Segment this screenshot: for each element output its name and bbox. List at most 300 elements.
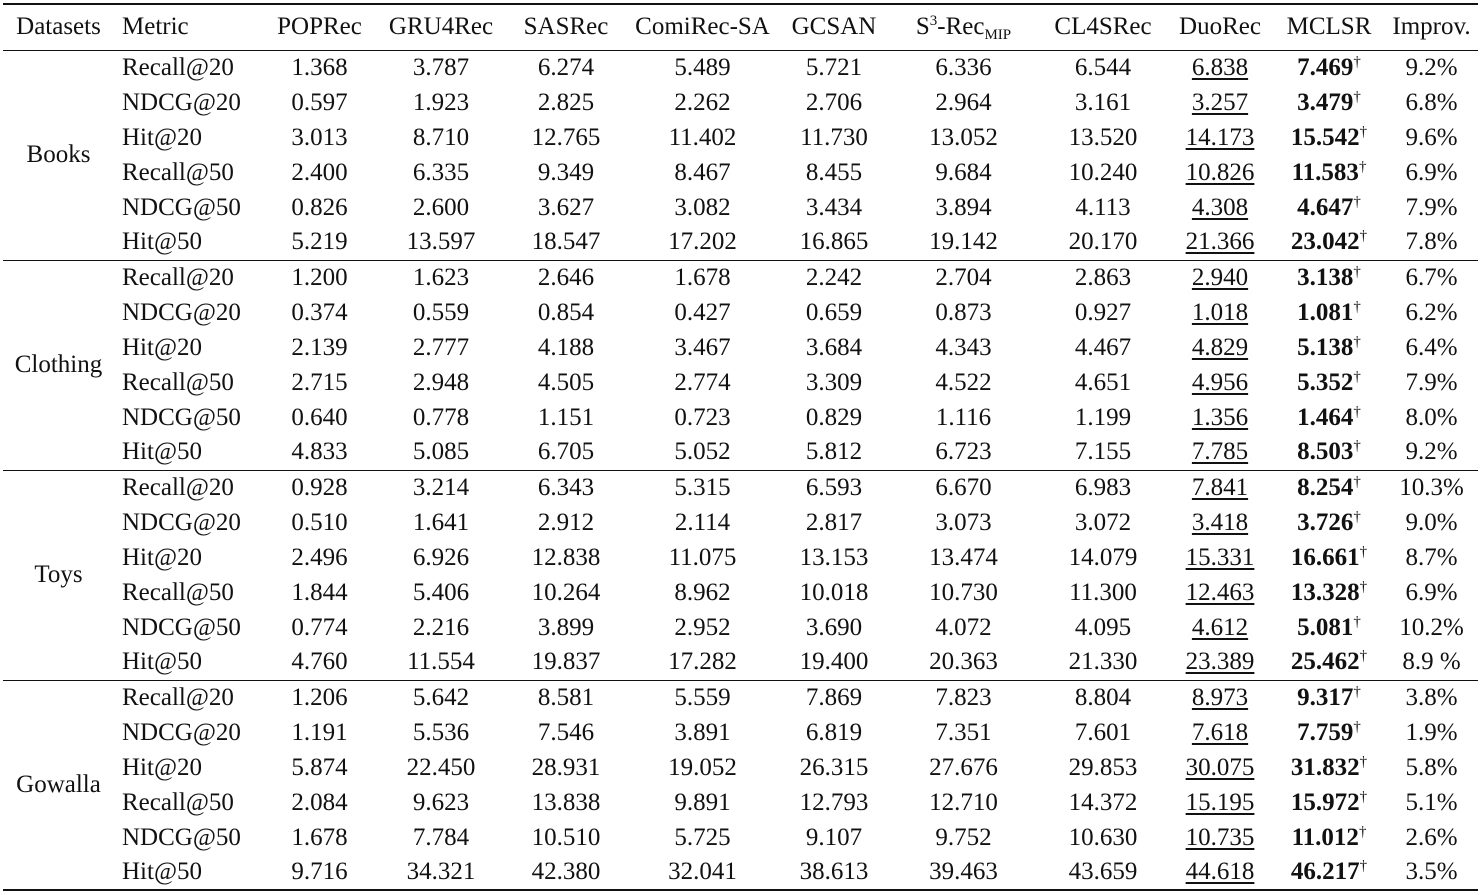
value-cell: 4.651: [1074, 368, 1132, 396]
significance-dagger: †: [1353, 718, 1361, 735]
best-value: 8.254: [1297, 473, 1354, 501]
significance-dagger: †: [1359, 228, 1368, 245]
significance-dagger: †: [1353, 88, 1361, 105]
best-cell: [1273, 470, 1385, 505]
second-best-value: 6.838: [1191, 53, 1249, 81]
table-row: [3, 505, 1478, 540]
value-cell: 3.690: [805, 613, 863, 641]
improvement-cell: 9.6%: [1405, 123, 1458, 151]
table-row: [3, 575, 1478, 610]
value-cell: 10.630: [1068, 823, 1138, 851]
value-cell: 1.200: [291, 263, 348, 291]
value-cell: 20.170: [1068, 228, 1138, 256]
value-cell: 8.455: [805, 158, 863, 186]
value-cell: 6.343: [537, 473, 595, 501]
table-row: [3, 295, 1478, 330]
value-cell: 3.627: [537, 193, 595, 221]
value-cell: 4.760: [291, 648, 348, 676]
second-best-value: 2.940: [1191, 263, 1249, 291]
significance-dagger: †: [1358, 158, 1367, 175]
best-cell: [1273, 400, 1385, 435]
metric-label: Recall@20: [122, 473, 234, 501]
second-best-value: 21.366: [1185, 228, 1255, 256]
header-sasrec: SASRec: [523, 13, 609, 41]
value-cell: 8.467: [674, 158, 731, 186]
second-best-cell: [1167, 505, 1273, 540]
improvement-cell: 8.9 %: [1402, 648, 1461, 676]
metric-label: NDCG@50: [122, 403, 241, 431]
value-cell: 11.075: [668, 543, 737, 571]
value-cell: 28.931: [531, 753, 601, 781]
value-cell: 0.927: [1074, 298, 1132, 326]
value-cell: 18.547: [531, 228, 601, 256]
value-cell: 4.113: [1075, 193, 1131, 221]
best-cell: [1273, 295, 1385, 330]
value-cell: 13.520: [1068, 123, 1138, 151]
header-comirec-sa: ComiRec-SA: [635, 13, 770, 41]
value-cell: 10.730: [929, 578, 998, 606]
value-cell: 9.107: [805, 823, 863, 851]
value-cell: 14.079: [1068, 543, 1138, 571]
value-cell: 3.082: [674, 193, 731, 221]
improvement-cell: 9.2%: [1405, 53, 1458, 81]
value-cell: 2.706: [805, 88, 863, 116]
value-cell: 43.659: [1068, 858, 1138, 885]
value-cell: 2.825: [537, 88, 595, 116]
metric-label: NDCG@50: [122, 613, 241, 641]
significance-dagger: †: [1353, 508, 1361, 525]
value-cell: 12.793: [799, 788, 869, 816]
value-cell: 2.964: [935, 88, 992, 116]
value-cell: 3.787: [412, 53, 470, 81]
value-cell: 7.823: [935, 683, 992, 711]
improvement-cell: 5.8%: [1405, 753, 1458, 781]
table-row: [3, 540, 1478, 575]
value-cell: 11.554: [407, 648, 475, 676]
value-cell: 2.774: [674, 368, 731, 396]
value-cell: 26.315: [799, 753, 869, 781]
second-best-cell: [1167, 645, 1273, 680]
header-s3-base: S: [915, 13, 930, 41]
table-row: [3, 330, 1478, 365]
header-gcsan: GCSAN: [791, 13, 877, 41]
second-best-cell: [1167, 750, 1273, 785]
value-cell: 3.309: [805, 368, 863, 396]
significance-dagger: †: [1359, 788, 1368, 805]
significance-dagger: †: [1353, 613, 1361, 630]
improvement-cell: 7.8%: [1405, 228, 1458, 256]
second-best-cell: [1167, 470, 1273, 505]
best-cell: [1273, 855, 1385, 890]
value-cell: 9.716: [291, 858, 348, 885]
metric-label: Hit@20: [122, 543, 202, 571]
second-best-value: 30.075: [1185, 753, 1255, 781]
header-poprec: POPRec: [277, 13, 362, 41]
improvement-cell: 6.2%: [1405, 298, 1458, 326]
best-cell: [1273, 435, 1385, 470]
value-cell: 14.372: [1068, 788, 1138, 816]
second-best-cell: [1167, 190, 1273, 225]
second-best-cell: [1167, 120, 1273, 155]
significance-dagger: †: [1353, 193, 1361, 210]
second-best-value: 8.973: [1191, 683, 1249, 711]
second-best-cell: [1167, 785, 1273, 820]
second-best-value: 1.356: [1191, 403, 1249, 431]
second-best-cell: [1167, 85, 1273, 120]
value-cell: 19.837: [531, 648, 601, 676]
value-cell: 7.546: [537, 718, 595, 746]
best-cell: [1273, 575, 1385, 610]
best-value: 4.647: [1297, 193, 1354, 221]
value-cell: 2.084: [291, 788, 348, 816]
value-cell: 0.873: [935, 298, 992, 326]
improvement-cell: 7.9%: [1405, 368, 1458, 396]
second-best-cell: [1167, 295, 1273, 330]
metric-label: Hit@20: [122, 753, 202, 781]
value-cell: 12.765: [531, 123, 601, 151]
metric-label: Recall@50: [122, 788, 234, 816]
second-best-value: 10.735: [1185, 823, 1255, 851]
second-best-value: 44.618: [1185, 858, 1255, 885]
metric-label: NDCG@20: [122, 88, 241, 116]
dataset-label: Clothing: [14, 351, 103, 378]
significance-dagger: †: [1353, 438, 1361, 455]
second-best-value: 12.463: [1185, 578, 1255, 606]
value-cell: 4.833: [291, 438, 348, 466]
value-cell: 16.865: [799, 228, 869, 256]
value-cell: 0.427: [674, 298, 731, 326]
improvement-cell: 1.9%: [1405, 718, 1458, 746]
metric-label: NDCG@20: [122, 718, 241, 746]
table-row: [3, 750, 1478, 785]
metric-label: NDCG@50: [122, 823, 241, 851]
value-cell: 3.891: [674, 718, 731, 746]
improvement-cell: 9.0%: [1405, 508, 1458, 536]
second-best-value: 3.418: [1191, 508, 1249, 536]
value-cell: 0.559: [412, 298, 470, 326]
value-cell: 5.219: [291, 228, 348, 256]
value-cell: 10.018: [799, 578, 869, 606]
second-best-cell: [1167, 540, 1273, 575]
value-cell: 27.676: [929, 753, 998, 781]
table-row: [3, 400, 1478, 435]
value-cell: 19.052: [668, 753, 737, 781]
value-cell: 3.072: [1074, 508, 1132, 536]
table-row: [3, 225, 1478, 260]
metric-label: Recall@50: [122, 158, 234, 186]
header-gru4rec: GRU4Rec: [388, 13, 494, 41]
metric-label: Recall@20: [122, 53, 234, 81]
value-cell: 6.670: [935, 473, 992, 501]
second-best-value: 14.173: [1185, 123, 1255, 151]
best-cell: [1273, 155, 1385, 190]
value-cell: 3.073: [935, 508, 992, 536]
second-best-value: 7.618: [1191, 718, 1249, 746]
value-cell: 1.641: [412, 508, 470, 536]
value-cell: 7.784: [412, 823, 470, 851]
header-s3-sub: MIP: [984, 27, 1012, 44]
table-row: [3, 680, 1478, 715]
best-value: 1.081: [1297, 298, 1354, 326]
value-cell: 6.274: [537, 53, 595, 81]
value-cell: 0.774: [291, 613, 348, 641]
best-cell: [1273, 785, 1385, 820]
best-value: 3.726: [1297, 508, 1354, 536]
second-best-value: 15.331: [1185, 543, 1255, 571]
improvement-cell: 6.4%: [1405, 333, 1458, 361]
dataset-label: Books: [26, 141, 91, 168]
table-row: [3, 610, 1478, 645]
value-cell: 7.351: [935, 718, 992, 746]
header-cl4srec: CL4SRec: [1054, 13, 1152, 41]
significance-dagger: †: [1359, 858, 1368, 874]
value-cell: 2.646: [537, 263, 595, 291]
second-best-cell: [1167, 225, 1273, 260]
value-cell: 2.817: [805, 508, 863, 536]
metric-label: Recall@20: [122, 683, 234, 711]
metric-label: Hit@20: [122, 123, 202, 151]
table-row: [3, 120, 1478, 155]
improvement-cell: 5.1%: [1405, 788, 1458, 816]
table-row: [3, 820, 1478, 855]
value-cell: 12.838: [531, 543, 601, 571]
table-row: [3, 365, 1478, 400]
improvement-cell: 10.3%: [1399, 473, 1464, 501]
header-mclsr: MCLSR: [1286, 13, 1372, 41]
best-value: 11.583: [1291, 158, 1359, 186]
value-cell: 1.844: [291, 578, 348, 606]
best-value: 7.469: [1297, 53, 1354, 81]
improvement-cell: 8.0%: [1405, 403, 1458, 431]
value-cell: 10.264: [531, 578, 601, 606]
value-cell: 5.725: [674, 823, 731, 851]
value-cell: 0.510: [291, 508, 348, 536]
best-value: 15.972: [1290, 788, 1360, 816]
value-cell: 4.095: [1074, 613, 1132, 641]
second-best-cell: [1167, 330, 1273, 365]
value-cell: 17.282: [668, 648, 737, 676]
value-cell: 11.300: [1069, 578, 1137, 606]
metric-label: NDCG@20: [122, 298, 241, 326]
best-value: 1.464: [1297, 403, 1354, 431]
table-row: [3, 785, 1478, 820]
value-cell: 7.155: [1074, 438, 1132, 466]
table-row: [3, 50, 1478, 85]
best-cell: [1273, 610, 1385, 645]
significance-dagger: †: [1353, 683, 1361, 700]
value-cell: 12.710: [929, 788, 998, 816]
header-improv: Improv.: [1392, 13, 1471, 41]
second-best-value: 4.612: [1191, 613, 1249, 641]
metric-label: NDCG@20: [122, 508, 241, 536]
improvement-cell: 6.9%: [1405, 158, 1458, 186]
value-cell: 3.214: [412, 473, 470, 501]
value-cell: 19.400: [799, 648, 869, 676]
significance-dagger: †: [1359, 578, 1368, 595]
second-best-cell: [1167, 155, 1273, 190]
value-cell: 4.188: [537, 333, 595, 361]
second-best-cell: [1167, 365, 1273, 400]
value-cell: 0.778: [412, 403, 470, 431]
second-best-cell: [1167, 575, 1273, 610]
table-row: [3, 260, 1478, 295]
significance-dagger: †: [1359, 753, 1368, 770]
value-cell: 2.114: [674, 508, 731, 536]
second-best-cell: [1167, 610, 1273, 645]
metric-label: Hit@50: [122, 858, 202, 885]
second-best-cell: [1167, 820, 1273, 855]
second-best-value: 4.956: [1191, 368, 1249, 396]
value-cell: 6.926: [412, 543, 470, 571]
value-cell: 3.467: [674, 333, 731, 361]
value-cell: 13.474: [929, 543, 998, 571]
value-cell: 2.948: [412, 368, 470, 396]
header-s3-rec-mip: [888, 4, 1039, 50]
value-cell: 6.544: [1074, 53, 1132, 81]
value-cell: 2.400: [291, 158, 348, 186]
value-cell: 3.013: [291, 123, 348, 151]
value-cell: 2.704: [935, 263, 992, 291]
value-cell: 29.853: [1068, 753, 1138, 781]
table-header: [3, 4, 1478, 50]
significance-dagger: †: [1359, 543, 1368, 560]
value-cell: 2.863: [1074, 263, 1132, 291]
significance-dagger: †: [1359, 123, 1368, 140]
significance-dagger: †: [1353, 473, 1361, 490]
second-best-cell: [1167, 855, 1273, 890]
value-cell: 5.721: [805, 53, 863, 81]
value-cell: 6.723: [935, 438, 992, 466]
value-cell: 1.191: [291, 718, 348, 746]
value-cell: 0.829: [805, 403, 863, 431]
metric-label: Recall@50: [122, 368, 234, 396]
significance-dagger: †: [1353, 53, 1361, 70]
dataset-group-gowalla: [3, 680, 1478, 890]
value-cell: 6.335: [412, 158, 470, 186]
best-cell: [1273, 750, 1385, 785]
value-cell: 1.623: [412, 263, 470, 291]
significance-dagger: †: [1353, 333, 1361, 350]
value-cell: 21.330: [1068, 648, 1138, 676]
value-cell: 13.052: [929, 123, 998, 151]
value-cell: 2.952: [674, 613, 731, 641]
table-row: [3, 155, 1478, 190]
best-cell: [1273, 260, 1385, 295]
value-cell: 1.923: [412, 88, 470, 116]
best-cell: [1273, 85, 1385, 120]
table-row: [3, 715, 1478, 750]
best-value: 11.012: [1291, 823, 1359, 851]
best-value: 3.479: [1297, 88, 1354, 116]
best-value: 16.661: [1290, 543, 1360, 571]
value-cell: 4.522: [935, 368, 992, 396]
value-cell: 6.819: [805, 718, 863, 746]
value-cell: 9.891: [674, 788, 731, 816]
second-best-value: 15.195: [1185, 788, 1255, 816]
table-row: [3, 470, 1478, 505]
results-table: [3, 3, 1478, 891]
table-row: [3, 85, 1478, 120]
value-cell: 1.678: [291, 823, 348, 851]
metric-label: Hit@50: [122, 648, 202, 676]
value-cell: 6.983: [1074, 473, 1132, 501]
second-best-value: 23.389: [1185, 648, 1255, 676]
best-value: 8.503: [1297, 438, 1354, 466]
significance-dagger: †: [1359, 648, 1368, 665]
best-value: 25.462: [1290, 648, 1360, 676]
best-cell: [1273, 120, 1385, 155]
value-cell: 42.380: [531, 858, 601, 885]
header-duorec: DuoRec: [1179, 13, 1261, 41]
value-cell: 3.434: [805, 193, 863, 221]
value-cell: 0.928: [291, 473, 348, 501]
value-cell: 5.642: [412, 683, 470, 711]
header-metric: Metric: [122, 13, 189, 41]
best-value: 31.832: [1290, 753, 1360, 781]
best-cell: [1273, 50, 1385, 85]
value-cell: 4.072: [935, 613, 992, 641]
significance-dagger: †: [1353, 403, 1361, 420]
value-cell: 8.804: [1074, 683, 1132, 711]
improvement-cell: 2.6%: [1405, 823, 1458, 851]
improvement-cell: 6.7%: [1405, 263, 1458, 291]
value-cell: 6.593: [805, 473, 863, 501]
metric-label: Hit@50: [122, 438, 202, 466]
significance-dagger: †: [1358, 823, 1367, 840]
value-cell: 20.363: [929, 648, 998, 676]
best-cell: [1273, 365, 1385, 400]
second-best-value: 7.841: [1191, 473, 1249, 501]
value-cell: 5.315: [674, 473, 731, 501]
value-cell: 5.052: [674, 438, 731, 466]
value-cell: 13.597: [406, 228, 476, 256]
second-best-cell: [1167, 680, 1273, 715]
value-cell: 11.402: [668, 123, 737, 151]
best-cell: [1273, 190, 1385, 225]
best-cell: [1273, 330, 1385, 365]
value-cell: 2.600: [412, 193, 470, 221]
value-cell: 2.912: [537, 508, 595, 536]
second-best-cell: [1167, 400, 1273, 435]
value-cell: 5.536: [412, 718, 470, 746]
second-best-cell: [1167, 50, 1273, 85]
value-cell: 0.597: [291, 88, 348, 116]
value-cell: 5.489: [674, 53, 731, 81]
second-best-value: 7.785: [1191, 438, 1249, 466]
improvement-cell: 3.5%: [1405, 858, 1458, 885]
value-cell: 10.240: [1068, 158, 1138, 186]
value-cell: 2.242: [805, 263, 863, 291]
improvement-cell: 6.9%: [1405, 578, 1458, 606]
second-best-value: 3.257: [1191, 88, 1249, 116]
dataset-label: Toys: [34, 561, 83, 588]
value-cell: 3.894: [935, 193, 992, 221]
improvement-cell: 6.8%: [1405, 88, 1458, 116]
value-cell: 2.777: [412, 333, 470, 361]
value-cell: 6.705: [537, 438, 595, 466]
best-value: 3.138: [1297, 263, 1354, 291]
significance-dagger: †: [1353, 298, 1361, 315]
best-cell: [1273, 645, 1385, 680]
value-cell: 3.161: [1074, 88, 1132, 116]
header-row: [3, 4, 1478, 50]
value-cell: 34.321: [406, 858, 476, 885]
value-cell: 2.496: [291, 543, 348, 571]
value-cell: 4.343: [935, 333, 992, 361]
metric-label: Hit@20: [122, 333, 202, 361]
second-best-value: 4.829: [1191, 333, 1249, 361]
table-row: [3, 855, 1478, 890]
